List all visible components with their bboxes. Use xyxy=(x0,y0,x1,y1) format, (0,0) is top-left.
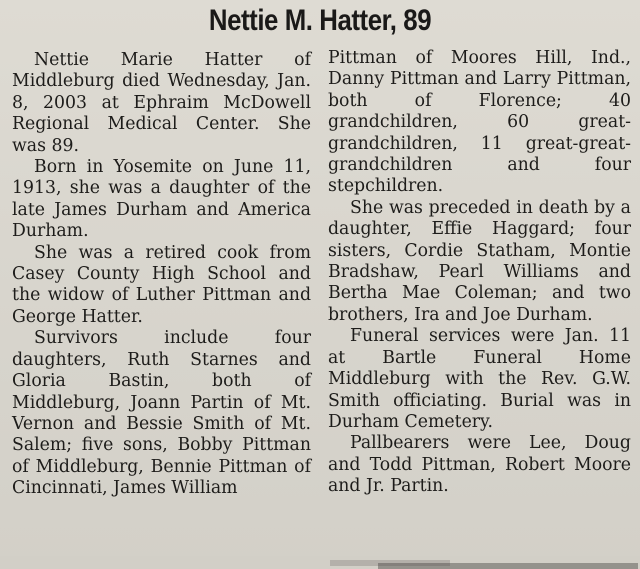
paragraph-pallbearers: Pallbearers were Lee, Doug and Todd Pittman, Robert Moore and Jr. Partin. xyxy=(328,433,631,497)
paragraph-death-notice: Nettie Marie Hatter of Middleburg died Wednesday, Jan. 8, 2003 at Ephraim McDowell Regional Medical Center. She was 89. xyxy=(12,50,311,156)
right-column xyxy=(328,48,631,498)
obituary-headline: Nettie M. Hatter, 89 xyxy=(208,4,432,37)
cut-off-text-fragment xyxy=(378,563,638,569)
paragraph-funeral-services: Funeral services were Jan. 11 at Bartle Funeral Home Middleburg with the Rev. G.W. Smith officiating. Burial was in Durham Cemetery. xyxy=(328,326,631,432)
paragraph-career: She was a retired cook from Casey County High School and the widow of Luther Pittman and George Hatter. xyxy=(12,242,311,327)
paragraph-preceded-in-death: She was preceded in death by a daughter, Effie Haggard; four sisters, Cordie Statham, Montie Bradshaw, Pearl Williams and Bertha Mae Coleman; and two brothers, Ira and Joe Durham. xyxy=(328,197,631,325)
paragraph-survivors-continued: Pittman of Moores Hill, Ind., Danny Pittman and Larry Pittman, both of Florence; 40 grandchildren, 60 great-grandchildren, 11 great-great-grandchildren and four stepchildren. xyxy=(328,48,631,197)
paragraph-birth: Born in Yosemite on June 11, 1913, she was a daughter of the late James Durham and America Durham. xyxy=(12,157,311,242)
paragraph-survivors: Survivors include four daughters, Ruth Starnes and Gloria Bastin, both of Middleburg, Joann Partin of Mt. Vernon and Bessie Smith of Mt. Salem; five sons, Bobby Pittman of Middleburg, Bennie Pittman of Cincinnati, James William xyxy=(12,328,311,499)
left-column xyxy=(12,50,311,500)
